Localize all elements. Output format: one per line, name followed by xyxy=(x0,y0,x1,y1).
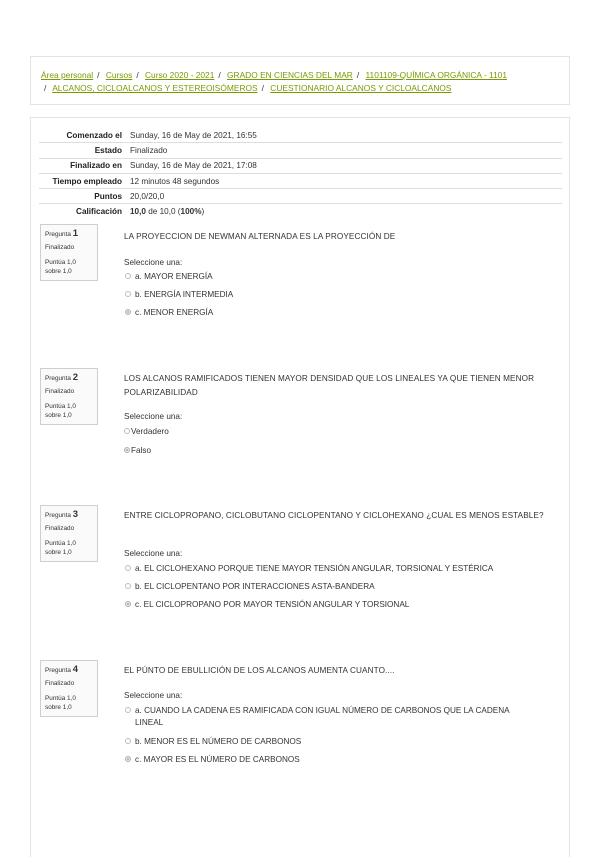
summary-row-started xyxy=(39,128,562,143)
question-number: 3 xyxy=(72,509,79,520)
breadcrumb-link-area-personal[interactable]: Área personal xyxy=(41,70,94,80)
question-text-2: LOS ALCANOS RAMIFICADOS TIENEN MAYOR DENSIDAD QUE LOS LINEALES YA QUE TIENEN MENOR POLARIZABILIDAD xyxy=(124,374,535,397)
question-grade-line-1: Puntúa 1,0 xyxy=(45,402,76,410)
answer-option[interactable] xyxy=(125,289,545,301)
question-grade-line-2: sobre 1,0 xyxy=(45,267,72,275)
answer-option[interactable] xyxy=(124,426,544,438)
summary-label: Comenzado el xyxy=(66,130,122,140)
grade-score: 10,0 xyxy=(130,207,146,217)
summary-label: Puntos xyxy=(39,189,126,204)
answer-option-selected[interactable] xyxy=(125,754,545,766)
breadcrumb-line-1 xyxy=(41,70,507,80)
radio-button-selected[interactable] xyxy=(125,601,131,607)
summary-value: 12 minutos 48 segundos xyxy=(126,173,562,188)
question-grade-line-2: sobre 1,0 xyxy=(45,411,72,419)
breadcrumb-link-curso[interactable]: Curso 2020 - 2021 xyxy=(145,70,215,80)
option-text: b. ENERGÍA INTERMEDIA xyxy=(135,290,234,299)
question-grade-line-1: Puntúa 1,0 xyxy=(45,258,76,266)
breadcrumb-line-2 xyxy=(44,83,451,93)
select-prompt: Seleccione una: xyxy=(124,691,183,700)
question-text-4: EL PÚNTO DE EBULLICIÓN DE LOS ALCANOS AUMENTA CUANTO.... xyxy=(124,666,395,675)
summary-value: Sunday, 16 de May de 2021, 17:08 xyxy=(126,158,562,173)
question-status: Finalizado xyxy=(45,525,75,533)
question-number: 1 xyxy=(72,228,79,239)
question-label: Pregunta xyxy=(45,231,71,238)
radio-button-selected[interactable] xyxy=(124,447,130,453)
question-grade xyxy=(45,403,97,421)
radio-button[interactable] xyxy=(125,707,131,713)
breadcrumb-separator: / xyxy=(97,70,100,80)
question-grade xyxy=(45,540,97,558)
answer-option-selected[interactable] xyxy=(124,445,544,457)
option-text: b. MENOR ES EL NÚMERO DE CARBONOS xyxy=(135,737,302,746)
summary-value: 20,0/20,0 xyxy=(126,189,562,204)
attempt-summary-table xyxy=(39,128,562,219)
answer-option[interactable] xyxy=(125,563,545,575)
question-info-2 xyxy=(40,368,98,425)
summary-label: Finalizado en xyxy=(39,158,126,173)
option-text: c. MENOR ENERGÍA xyxy=(135,308,214,317)
radio-button[interactable] xyxy=(125,273,131,279)
radio-button-selected[interactable] xyxy=(125,756,131,762)
grade-percent: 100% xyxy=(180,207,202,217)
answer-option[interactable] xyxy=(125,736,545,748)
radio-button[interactable] xyxy=(124,428,130,434)
question-info-3 xyxy=(40,505,98,562)
summary-row-grade xyxy=(39,204,562,219)
summary-row-points xyxy=(39,189,562,204)
summary-row-time xyxy=(39,173,562,188)
question-number: 4 xyxy=(72,664,79,675)
question-grade-line-2: sobre 1,0 xyxy=(45,703,72,711)
grade-of: de 10,0 ( xyxy=(145,207,181,217)
breadcrumb-link-tema[interactable]: ALCANOS, CICLOALCANOS Y ESTEREOISÓMEROS xyxy=(52,83,258,93)
radio-button[interactable] xyxy=(125,565,131,571)
question-grade xyxy=(45,695,97,713)
breadcrumb-separator: / xyxy=(356,70,360,80)
select-prompt: Seleccione una: xyxy=(124,412,183,421)
question-status: Finalizado xyxy=(45,680,75,688)
question-text-3: ENTRE CICLOPROPANO, CICLOBUTANO CICLOPENTANO Y CICLOHEXANO ¿CUAL ES MENOS ESTABLE? xyxy=(124,511,544,520)
summary-value: Finalizado xyxy=(126,143,562,158)
summary-row-state xyxy=(39,143,562,158)
breadcrumb-link-cuestionario[interactable]: CUESTIONARIO ALCANOS Y CICLOALCANOS xyxy=(270,83,452,93)
select-prompt: Seleccione una: xyxy=(124,258,183,267)
question-status: Finalizado xyxy=(45,244,75,252)
radio-button-selected[interactable] xyxy=(125,309,131,315)
option-text: c. MAYOR ES EL NÚMERO DE CARBONOS xyxy=(135,755,300,764)
question-status: Finalizado xyxy=(45,388,75,396)
radio-button[interactable] xyxy=(125,291,131,297)
summary-value xyxy=(126,204,562,219)
answer-option-selected[interactable] xyxy=(125,307,545,319)
answer-option[interactable] xyxy=(125,581,545,593)
question-label: Pregunta xyxy=(45,512,71,519)
radio-button[interactable] xyxy=(125,738,131,744)
breadcrumb xyxy=(30,56,570,105)
option-text: b. EL CICLOPENTANO POR INTERACCIONES ASTA-BANDERA xyxy=(135,582,375,591)
answer-option[interactable] xyxy=(125,271,545,283)
summary-label: Calificación xyxy=(39,204,126,219)
option-text: Verdadero xyxy=(131,427,169,436)
breadcrumb-separator: / xyxy=(44,83,47,93)
option-text: a. MAYOR ENERGÍA xyxy=(135,272,213,281)
question-number: 2 xyxy=(72,372,79,383)
breadcrumb-link-cursos[interactable]: Cursos xyxy=(105,70,133,80)
question-grade-line-1: Puntúa 1,0 xyxy=(45,539,76,547)
grade-close: ) xyxy=(201,207,205,217)
question-grade-line-2: sobre 1,0 xyxy=(45,548,72,556)
summary-row-finished xyxy=(39,158,562,173)
breadcrumb-link-grado[interactable]: GRADO EN CIENCIAS DEL MAR xyxy=(227,70,353,80)
breadcrumb-separator: / xyxy=(261,83,264,93)
option-text: a. EL CICLOHEXANO PORQUE TIENE MAYOR TENSIÓN ANGULAR, TORSIONAL Y ESTÉRICA xyxy=(135,564,494,573)
summary-value: Sunday, 16 de May de 2021, 16:55 xyxy=(130,130,257,140)
option-text: a. CUANDO LA CADENA ES RAMIFICADA CON IGUAL NÚMERO DE CARBONOS QUE LA CADENA LINEAL xyxy=(135,706,510,727)
breadcrumb-link-asignatura[interactable]: 1101109-QUÍMICA ORGÁNICA - 1101 xyxy=(365,70,507,80)
question-label: Pregunta xyxy=(45,375,71,382)
radio-button[interactable] xyxy=(125,583,131,589)
question-grade xyxy=(45,259,97,277)
option-text: Falso xyxy=(131,446,152,455)
answer-option-selected[interactable] xyxy=(125,599,545,611)
quiz-review-region xyxy=(30,117,570,857)
question-grade-line-1: Puntúa 1,0 xyxy=(45,694,76,702)
breadcrumb-separator: / xyxy=(136,70,139,80)
question-info-1 xyxy=(40,224,98,281)
summary-label: Tiempo empleado xyxy=(39,173,126,188)
question-label: Pregunta xyxy=(45,667,71,674)
option-text: c. EL CICLOPROPANO POR MAYOR TENSIÓN ANGULAR Y TORSIONAL xyxy=(135,600,410,609)
summary-label: Estado xyxy=(39,143,126,158)
question-text-1: LA PROYECCION DE NEWMAN ALTERNADA ES LA PROYECCIÓN DE xyxy=(124,232,396,241)
answer-option[interactable] xyxy=(125,705,545,729)
question-info-4 xyxy=(40,660,98,717)
select-prompt: Seleccione una: xyxy=(124,549,183,558)
breadcrumb-separator: / xyxy=(218,70,221,80)
